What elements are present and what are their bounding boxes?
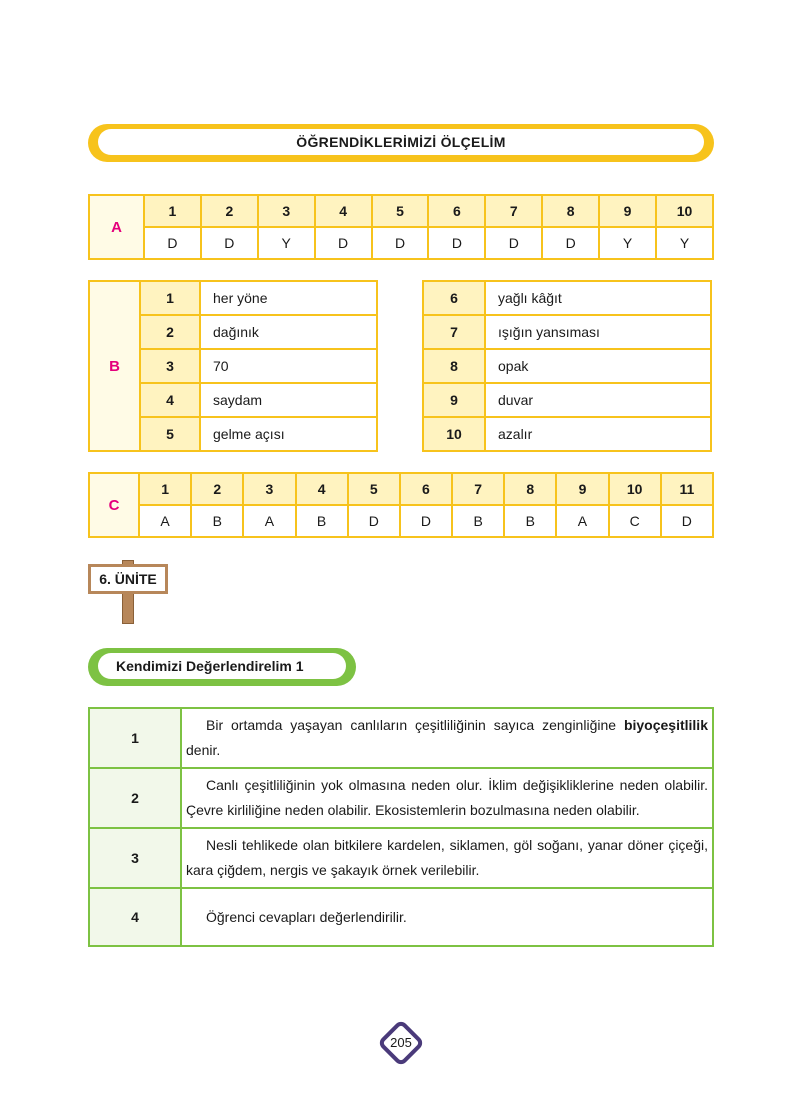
- answer-cell: ışığın yansıması: [485, 315, 711, 349]
- question-number: 6: [400, 473, 452, 505]
- question-number: 6: [428, 195, 485, 227]
- self-assessment-table: [88, 707, 714, 947]
- answer-cell: dağınık: [200, 315, 377, 349]
- section-title-banner: [88, 124, 714, 162]
- question-number: 2: [201, 195, 258, 227]
- answer-cell: A: [243, 505, 295, 537]
- question-number: 9: [599, 195, 656, 227]
- answer-cell: Y: [258, 227, 315, 259]
- row-number: 3: [89, 828, 181, 888]
- answer-cell: Y: [599, 227, 656, 259]
- question-number: 5: [372, 195, 429, 227]
- answer-cell: D: [144, 227, 201, 259]
- answer-cell: yağlı kâğıt: [485, 281, 711, 315]
- answer-cell: D: [542, 227, 599, 259]
- answer-cell: D: [372, 227, 429, 259]
- question-number: 7: [485, 195, 542, 227]
- answer-cell: B: [296, 505, 348, 537]
- answer-cell: C: [609, 505, 661, 537]
- row-number: 1: [89, 708, 181, 768]
- section-title: ÖĞRENDİKLERİMİZİ ÖLÇELİM: [98, 129, 704, 155]
- table-row: [89, 828, 713, 888]
- answer-cell: D: [485, 227, 542, 259]
- page-number: 205: [390, 1035, 412, 1050]
- self-assessment-banner: [88, 648, 356, 686]
- section-label-c: C: [89, 473, 139, 537]
- answer-cell: opak: [485, 349, 711, 383]
- table-row: [89, 708, 713, 768]
- answer-cell: B: [452, 505, 504, 537]
- table-row: [89, 768, 713, 828]
- question-number: 7: [423, 315, 485, 349]
- question-number: 10: [609, 473, 661, 505]
- answer-table-a: [88, 194, 714, 260]
- question-number: 2: [191, 473, 243, 505]
- answer-cell: B: [504, 505, 556, 537]
- answer-cell: duvar: [485, 383, 711, 417]
- question-number: 4: [140, 383, 200, 417]
- question-number: 3: [258, 195, 315, 227]
- question-number: 8: [542, 195, 599, 227]
- question-number: 3: [243, 473, 295, 505]
- answer-table-c: [88, 472, 714, 538]
- section-label-a: A: [89, 195, 144, 259]
- answer-text: Nesli tehlikede olan bitkilere kardelen, siklamen, göl soğanı, yanar döner çiçeği, kara çiğdem, nergis ve şakayık örnek verilebilir.: [181, 828, 713, 888]
- answer-cell: D: [428, 227, 485, 259]
- question-number: 5: [140, 417, 200, 451]
- question-number: 11: [661, 473, 713, 505]
- answer-text: Bir ortamda yaşayan canlıların çeşitliliğinin sayıca zenginliğine biyoçeşitlilik denir.: [181, 708, 713, 768]
- answer-cell: A: [556, 505, 608, 537]
- answer-text: Öğrenci cevapları değerlendirilir.: [181, 888, 713, 946]
- question-number: 1: [140, 281, 200, 315]
- answer-cell: D: [661, 505, 713, 537]
- answer-cell: azalır: [485, 417, 711, 451]
- question-number: 7: [452, 473, 504, 505]
- row-number: 4: [89, 888, 181, 946]
- answer-cell: saydam: [200, 383, 377, 417]
- answer-cell: 70: [200, 349, 377, 383]
- question-number: 4: [315, 195, 372, 227]
- question-number: 8: [504, 473, 556, 505]
- answer-cell: A: [139, 505, 191, 537]
- row-number: 2: [89, 768, 181, 828]
- answer-table-b-right: [422, 280, 712, 452]
- section-label-b: B: [89, 281, 140, 451]
- question-number: 10: [656, 195, 713, 227]
- question-number: 8: [423, 349, 485, 383]
- answer-table-b-left: [88, 280, 378, 452]
- unit-sign: 6. ÜNİTE: [88, 564, 168, 594]
- question-number: 9: [556, 473, 608, 505]
- question-number: 5: [348, 473, 400, 505]
- question-number: 10: [423, 417, 485, 451]
- answer-cell: D: [400, 505, 452, 537]
- self-assessment-title: Kendimizi Değerlendirelim 1: [98, 653, 346, 679]
- question-number: 2: [140, 315, 200, 349]
- question-number: 9: [423, 383, 485, 417]
- table-row: [89, 888, 713, 946]
- answer-cell: gelme açısı: [200, 417, 377, 451]
- answer-text: Canlı çeşitliliğinin yok olmasına neden olur. İklim değişikliklerine neden olabilir. Çevre kirliliğine neden olabilir. Ekosistemlerin bozulmasına neden olabilir.: [181, 768, 713, 828]
- answer-cell: B: [191, 505, 243, 537]
- question-number: 1: [139, 473, 191, 505]
- answer-cell: D: [201, 227, 258, 259]
- answer-cell: Y: [656, 227, 713, 259]
- answer-cell: D: [348, 505, 400, 537]
- question-number: 1: [144, 195, 201, 227]
- question-number: 6: [423, 281, 485, 315]
- answer-cell: D: [315, 227, 372, 259]
- question-number: 3: [140, 349, 200, 383]
- question-number: 4: [296, 473, 348, 505]
- answer-cell: her yöne: [200, 281, 377, 315]
